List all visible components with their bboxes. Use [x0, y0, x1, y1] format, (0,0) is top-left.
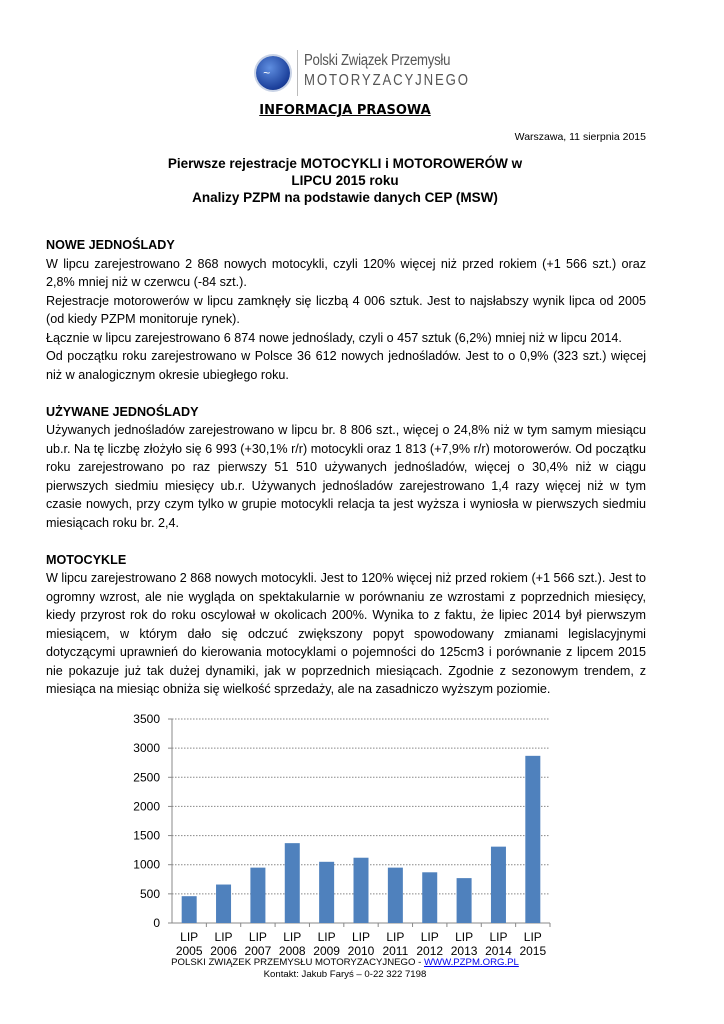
section-motorcycles — [46, 551, 646, 699]
website-link[interactable]: WWW.PZPM.ORG.PL — [423, 957, 519, 968]
x-tick-label: LIP — [523, 929, 542, 944]
x-tick-label: LIP — [420, 929, 439, 944]
y-tick-label: 3500 — [133, 711, 160, 726]
pzpm-logo — [252, 48, 470, 98]
paragraph: Od początku roku zarejestrowano w Polsce 36 612 nowych jednośladów. Jest to o 0,9% (323 szt.) więcej niż w analogicznym okresie ubiegłego roku. — [46, 349, 646, 382]
date-line: Warszawa, 11 sierpnia 2015 — [514, 131, 646, 143]
section-heading: NOWE JEDNOŚLADY — [46, 238, 175, 252]
paragraph: W lipcu zarejestrowano 2 868 nowych motocykli. Jest to 120% więcej niż przed rokiem (+1 566 szt.). Jest to ogromny wzrost, ale nie wygląda on spektakularnie w porównaniu ze wzrostami z poprzednich miesięcy, kiedy przyrost rok do roku oscylował w okolicach 200%. Wynika to z faktu, że lipiec 2014 był pierwszym miesiącem, w którym dało się odczuć zwiększony popyt spowodowany zmianami legislacyjnymi dotyczącymi uprawnień do kierowania motocyklami o pojemności do 125cm3 i porównanie z lipcem 2015 nie pokazuje już tak dużej dynamiki, jak w poprzednich miesiącach. Zgodnie z sezonowym trendem, z miesiąca na miesiąc obniża się wielkość sprzedaży, ale na zasadniczo wyższym poziomie. — [46, 571, 646, 696]
x-tick-label: LIP — [283, 929, 302, 944]
bar — [422, 872, 437, 923]
x-tick-label: LIP — [317, 929, 336, 944]
x-tick-label: LIP — [351, 929, 371, 944]
bar — [285, 843, 300, 923]
x-tick-label: 2009 — [313, 943, 340, 958]
document-content — [46, 236, 646, 959]
x-tick-label: 2006 — [210, 943, 237, 958]
x-tick-label: LIP — [180, 929, 199, 944]
title-line: Pierwsze rejestracje MOTOCYKLI i MOTOROWERÓW w — [167, 156, 523, 171]
x-tick-label: 2014 — [485, 943, 512, 958]
logo-line2: MOTORYZACYJNEGO — [304, 72, 470, 89]
x-tick-label: 2010 — [347, 943, 375, 958]
bar — [491, 846, 506, 922]
document-body — [46, 236, 646, 699]
x-tick-label: LIP — [455, 929, 474, 944]
x-tick-label: 2008 — [278, 943, 306, 958]
bar — [216, 884, 231, 922]
bar — [354, 857, 369, 922]
footer — [0, 957, 690, 981]
x-tick-label: 2015 — [519, 943, 547, 958]
bar — [319, 861, 334, 922]
section-used-two-wheelers — [46, 403, 646, 533]
x-tick-label: 2012 — [416, 943, 444, 958]
paragraph: Łącznie w lipcu zarejestrowano 6 874 nowe jednoślady, czyli o 457 sztuk (6,2%) mniej niż w lipcu 2014. — [46, 330, 622, 345]
title-line: LIPCU 2015 roku — [291, 173, 399, 188]
y-tick-label: 2500 — [133, 769, 160, 784]
x-tick-label: LIP — [248, 929, 267, 944]
motorcycle-registrations-chart — [130, 709, 560, 959]
paragraph: W lipcu zarejestrowano 2 868 nowych motocykli, czyli 120% więcej niż przed rokiem (+1 566 szt.) oraz 2,8% mniej niż w czerwcu (-84 szt.). — [46, 256, 646, 289]
y-tick-label: 500 — [139, 886, 160, 901]
document-title — [0, 155, 690, 206]
x-tick-label: LIP — [214, 929, 233, 944]
logo-emblem-icon: ~ — [256, 56, 290, 90]
y-tick-label: 1500 — [133, 828, 160, 843]
footer-contact: Kontakt: Jakub Faryś – 0-22 322 7198 — [263, 969, 427, 980]
y-tick-label: 1000 — [133, 857, 160, 872]
bar — [388, 867, 403, 922]
paragraph: Rejestracje motorowerów w lipcu zamknęły się liczbą 4 006 sztuk. Jest to najsłabszy wynik lipca od 2005 (od kiedy PZPM monitoruje rynek). — [46, 293, 646, 326]
paragraph: Używanych jednośladów zarejestrowano w lipcu br. 8 806 szt., więcej o 24,8% niż w tym samym miesiącu ub.r. Na tę liczbę złożyło się 6 993 (+30,1% r/r) motocykli oraz 1 813 (+7,9% r/r) motorowerów. Od początku roku zarejestrowano po raz pierwszy 51 510 używanych jednośladów, więcej o 30,4% niż w ciągu pierwszych siedmiu miesięcy ub.r. Używanych jednośladów zarejestrowano 1,4 razy więcej niż w tym czasie nowych, przy czym tylko w grupie motocykli relacja ta jest wyższa i wyniosła w pierwszych siedmiu miesiącach roku br. 2,4. — [46, 423, 646, 530]
y-tick-label: 0 — [153, 915, 160, 930]
y-tick-label: 3000 — [133, 740, 160, 755]
section-heading: UŻYWANE JEDNOŚLADY — [46, 404, 199, 419]
x-tick-label: 2013 — [450, 943, 478, 958]
bar — [457, 878, 472, 923]
x-tick-label: 2011 — [382, 943, 409, 958]
footer-org: POLSKI ZWIĄZEK PRZEMYSŁU MOTORYZACYJNEGO - — [171, 957, 424, 968]
press-release-label — [0, 103, 690, 118]
bar — [250, 867, 265, 922]
press-release-text: INFORMACJA PRASOWA — [259, 103, 431, 118]
title-line: Analizy PZPM na podstawie danych CEP (MSW) — [192, 190, 498, 205]
y-tick-label: 2000 — [133, 798, 160, 813]
x-tick-label: 2007 — [244, 943, 272, 958]
x-tick-label: LIP — [386, 929, 405, 944]
logo-line1: Polski Związek Przemysłu — [304, 52, 451, 69]
x-tick-label: LIP — [489, 929, 508, 944]
section-heading: MOTOCYKLE — [46, 552, 127, 567]
logo-divider — [297, 50, 298, 96]
x-tick-label: 2005 — [175, 943, 203, 958]
section-new-two-wheelers — [46, 236, 646, 384]
bar — [525, 755, 540, 922]
bar — [182, 896, 197, 923]
